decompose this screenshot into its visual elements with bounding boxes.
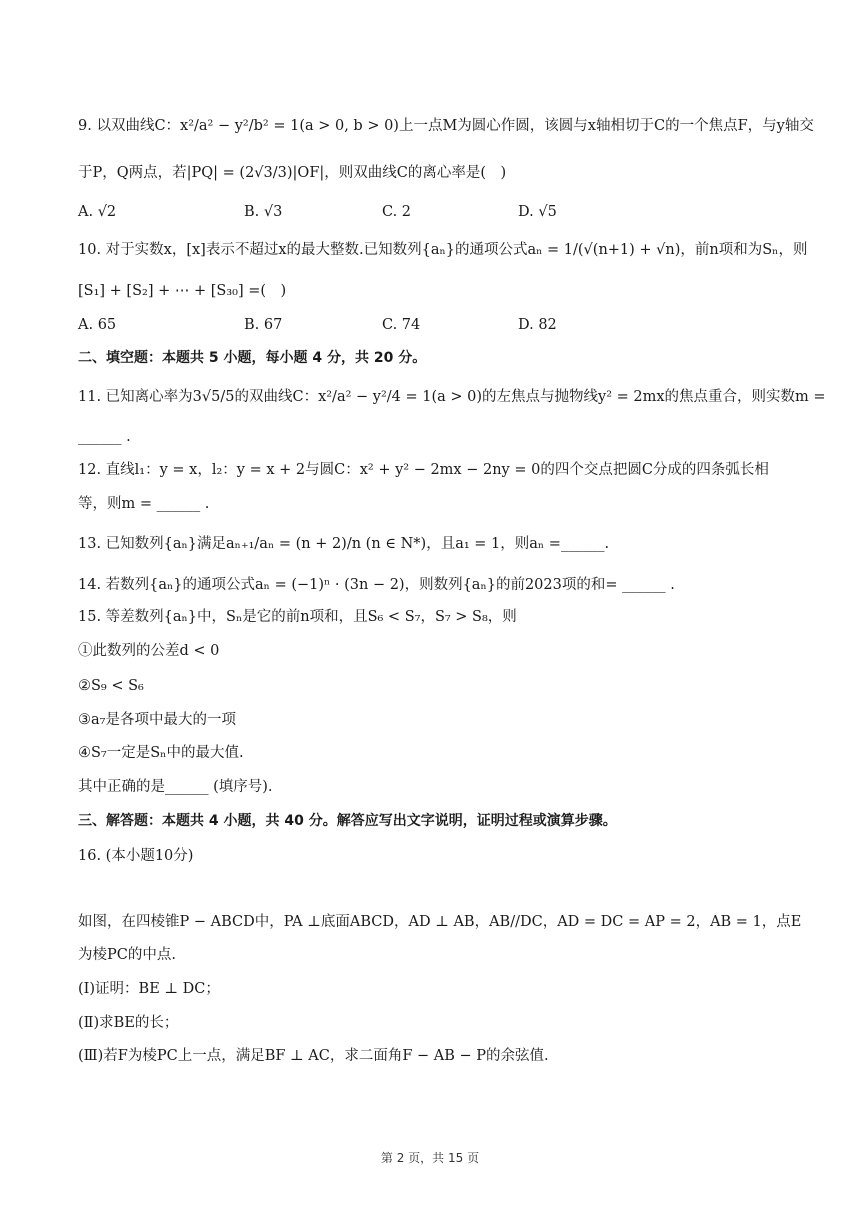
q16-line2: 为棱PC的中点.	[78, 947, 176, 963]
q11-line2: ______ .	[78, 429, 131, 445]
q10-line1: 10. 对于实数x，[x]表示不超过x的最大整数.已知数列{aₙ}的通项公式aₙ = 1/(√(n+1) + √n)，前n项和为Sₙ，则	[78, 242, 808, 258]
q12-line2: 等，则m = ______ .	[78, 496, 210, 512]
q13-line: 13. 已知数列{aₙ}满足aₙ₊₁/aₙ = (n + 2)/n (n ∈ N*)，且a₁ = 1，则aₙ =______.	[78, 536, 610, 552]
q15-answer-line: 其中正确的是______ (填序号).	[78, 779, 273, 795]
q10-option-a: A. 65	[78, 317, 117, 333]
q15-line1: 15. 等差数列{aₙ}中，Sₙ是它的前n项和，且S₆ < S₇，S₇ > S₈，则	[78, 609, 517, 625]
q15-item-1: ①此数列的公差d < 0	[78, 643, 220, 659]
q9-option-a: A. √2	[78, 204, 117, 220]
q16-line1: 如图，在四棱锥P − ABCD中，PA ⊥底面ABCD，AD ⊥ AB，AB//DC，AD = DC = AP = 2，AB = 1，点E	[78, 914, 802, 930]
q15-item-3: ③a₇是各项中最大的一项	[78, 712, 236, 728]
page-footer: 第 2 页，共 15 页	[380, 1151, 480, 1165]
section-fill-in-heading: 二、填空题：本题共 5 小题，每小题 4 分，共 20 分。	[78, 350, 427, 366]
q16-part-2: (Ⅱ)求BE的长；	[78, 1015, 179, 1031]
q9-line1: 9. 以双曲线C：x²/a² − y²/b² = 1(a > 0, b > 0)上一点M为圆心作圆，该圆与x轴相切于C的一个焦点F，与y轴交	[78, 118, 814, 134]
q16-part-1: (Ⅰ)证明：BE ⊥ DC；	[78, 981, 220, 997]
q10-option-b: B. 67	[244, 317, 283, 333]
q14-line: 14. 若数列{aₙ}的通项公式aₙ = (−1)ⁿ · (3n − 2)，则数列{aₙ}的前2023项的和= ______ .	[78, 577, 675, 593]
q16-heading: 16. (本小题10分)	[78, 848, 194, 864]
section-solution-heading: 三、解答题：本题共 4 小题，共 40 分。解答应写出文字说明，证明过程或演算步骤。	[78, 813, 617, 829]
q15-item-4: ④S₇一定是Sₙ中的最大值.	[78, 745, 244, 761]
q10-option-d: D. 82	[518, 317, 557, 333]
q9-option-b: B. √3	[244, 204, 283, 220]
q10-option-c: C. 74	[382, 317, 421, 333]
q12-line1: 12. 直线l₁：y = x，l₂：y = x + 2与圆C：x² + y² − 2mx − 2ny = 0的四个交点把圆C分成的四条弧长相	[78, 462, 769, 478]
q16-part-3: (Ⅲ)若F为棱PC上一点，满足BF ⊥ AC，求二面角F − AB − P的余弦值.	[78, 1048, 549, 1064]
q9-line2: 于P，Q两点，若|PQ| = (2√3/3)|OF|，则双曲线C的离心率是( )	[78, 165, 507, 181]
q9-option-d: D. √5	[518, 204, 557, 220]
q9-option-c: C. 2	[382, 204, 412, 220]
q11-line1: 11. 已知离心率为3√5/5的双曲线C：x²/a² − y²/4 = 1(a > 0)的左焦点与抛物线y² = 2mx的焦点重合，则实数m =	[78, 389, 826, 405]
q10-line2: [S₁] + [S₂] + ⋯ + [S₃₀] =( )	[78, 283, 287, 299]
q15-item-2: ②S₉ < S₆	[78, 678, 144, 694]
